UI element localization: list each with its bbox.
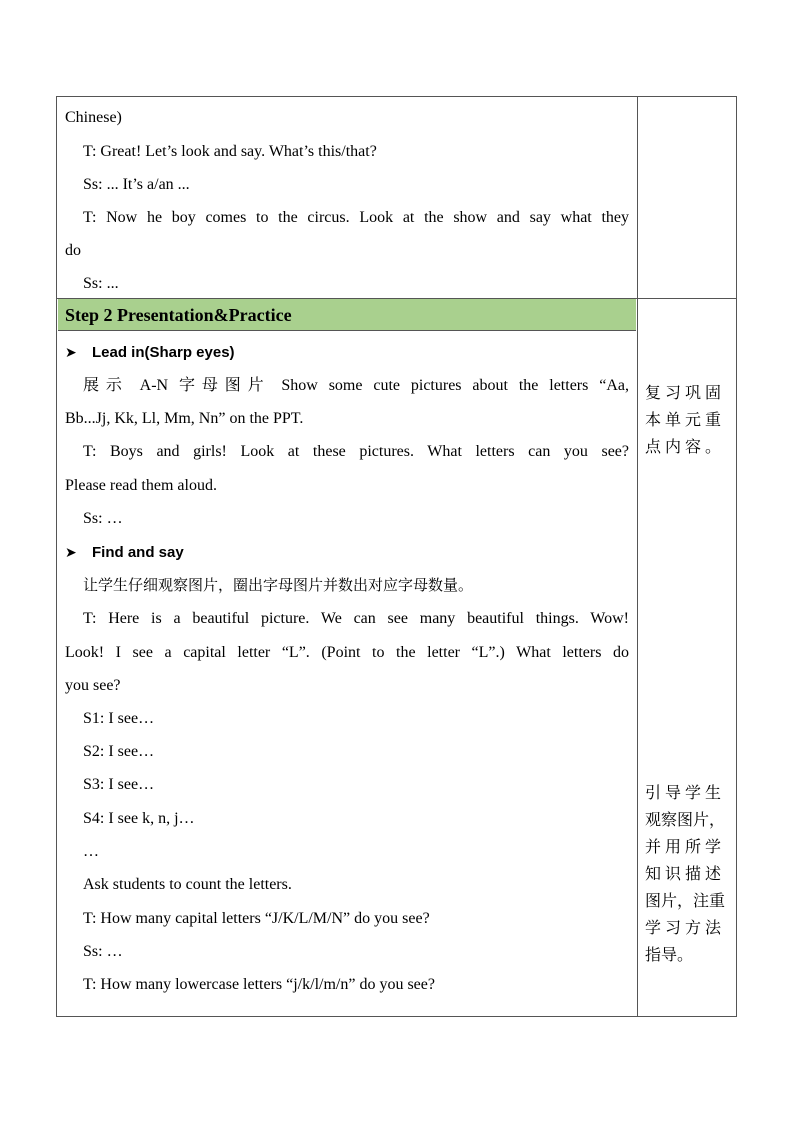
text-line: Ss: … <box>83 510 123 527</box>
text-line: S2: I see… <box>83 743 155 760</box>
text-line: Chinese) <box>65 109 122 126</box>
text-line: S4: I see k, n, j… <box>83 810 195 827</box>
note-line: 指导。 <box>645 945 694 964</box>
text-line: 展示 A-N 字母图片 Show some cute pictures about the letters “Aa, <box>83 377 629 394</box>
find-and-say-label: Find and say <box>92 544 184 561</box>
text-line: … <box>83 843 99 860</box>
text-line: Please read them aloud. <box>65 477 217 494</box>
text-line: T: Great! Let’s look and say. What’s this/that? <box>83 143 377 160</box>
note-line: 复习巩固 <box>645 383 726 402</box>
text-line: you see? <box>65 677 121 694</box>
note-line: 并用所学 <box>645 837 726 856</box>
note-line: 知识描述 <box>645 864 726 883</box>
text-line: Look! I see a capital letter “L”. (Point to the letter “L”.) What letters do <box>65 644 629 661</box>
note-line: 引导学生 <box>645 783 726 802</box>
text-line: Ask students to count the letters. <box>83 876 292 893</box>
note-line: 图片，注重 <box>645 891 726 910</box>
text-line: T: Boys and girls! Look at these pictures. What letters can you see? <box>83 443 629 460</box>
arrow-bullet-icon: ➤ <box>65 545 77 561</box>
lead-in-label: Lead in(Sharp eyes) <box>92 344 235 361</box>
teaching-note-review <box>645 379 733 460</box>
text-line: T: How many lowercase letters “j/k/l/m/n” do you see? <box>83 976 435 993</box>
column-divider <box>637 97 638 1016</box>
text-line: T: How many capital letters “J/K/L/M/N” do you see? <box>83 910 430 927</box>
find-and-say-heading <box>65 536 184 570</box>
text-line: 让学生仔细观察图片，圈出字母图片并数出对应字母数量。 <box>83 576 474 594</box>
step-title: Step 2 Presentation&Practice <box>65 305 292 325</box>
text-line: Ss: ... It’s a/an ... <box>83 176 190 193</box>
text-line: Ss: … <box>83 943 123 960</box>
text-line: T: Here is a beautiful picture. We can see many beautiful things. Wow! <box>83 610 629 627</box>
text-line: S1: I see… <box>83 710 155 727</box>
text-line: Bb...Jj, Kk, Ll, Mm, Nn” on the PPT. <box>65 410 304 427</box>
text-line: T: Now he boy comes to the circus. Look at the show and say what they <box>83 209 629 226</box>
note-line: 本单元重 <box>645 410 726 429</box>
teaching-note-guide <box>645 779 733 968</box>
text-line: S3: I see… <box>83 776 155 793</box>
note-line: 观察图片， <box>645 810 726 829</box>
note-line: 学习方法 <box>645 918 726 937</box>
text-line: do <box>65 242 81 259</box>
arrow-bullet-icon: ➤ <box>65 345 77 361</box>
lead-in-heading <box>65 336 235 370</box>
lesson-plan-table <box>56 96 737 1017</box>
note-line: 点内容。 <box>645 437 726 456</box>
text-line: Ss: ... <box>83 275 119 292</box>
